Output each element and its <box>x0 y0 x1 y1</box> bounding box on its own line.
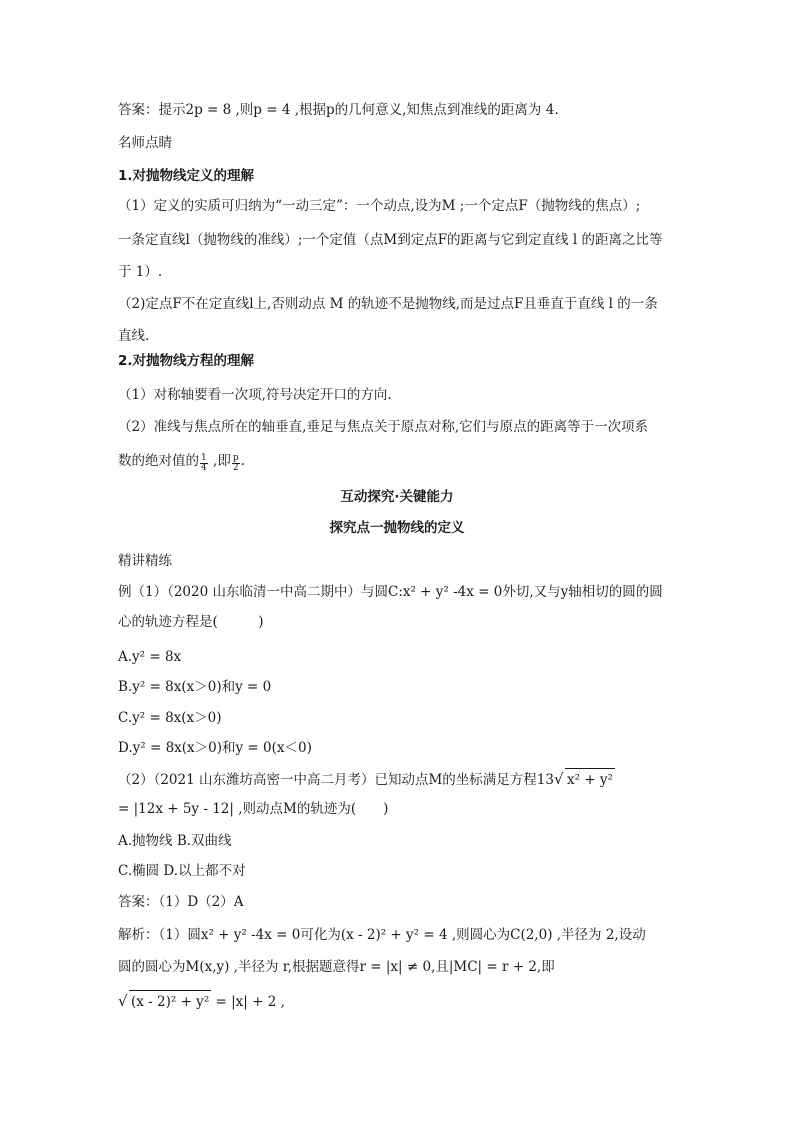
solution-text: 圆的圆心为M(x,y) ,半径为 r,根据题意得r = |x| ≠ 0,且|MC| = r + 2,即 <box>118 959 555 975</box>
section2-title: 2.对抛物线方程的理解 <box>118 353 255 369</box>
option-d: D.y² = 8x(x＞0)和y = 0(x＜0) <box>118 740 312 756</box>
numerator: 1 <box>201 453 207 463</box>
center-subtitle: 探究点一抛物线的定义 <box>329 520 465 536</box>
section1-title: 1.对抛物线定义的理解 <box>118 168 255 184</box>
section1-text: 一条定直线l（抛物线的准线）;一个定值（点M到定点F的距离与它到定直线 l 的距离之比等 <box>118 232 663 248</box>
option-cd: C.椭圆 D.以上都不对 <box>118 863 246 879</box>
sqrt-expression <box>118 990 211 1012</box>
section1-text: （1）定义的实质可归纳为“一动三定”：一个动点,设为M ;一个定点F（抛物线的焦点）; <box>118 198 641 214</box>
denominator: 4 <box>201 463 207 473</box>
radicand: (x - 2)² + y² <box>129 990 211 1012</box>
section2-text <box>118 451 245 473</box>
section2-text: （2）准线与焦点所在的轴垂直,垂足与焦点关于原点对称,它们与原点的距离等于一次项系 <box>118 419 649 435</box>
option-a: A.y² = 8x <box>118 649 182 665</box>
solution-text: 解析：（1）圆x² + y² -4x = 0可化为(x - 2)² + y² = 4 ,则圆心为C(2,0) ,半径为 2,设动 <box>118 927 646 943</box>
denominator: 2 <box>232 463 239 473</box>
solution-text <box>118 990 285 1012</box>
numerator: p <box>232 453 239 463</box>
center-title: 互动探究·关键能力 <box>340 489 454 505</box>
example-text: 例（1）（2020 山东临清一中高二期中）与圆C:x² + y² -4x = 0外切,又与y轴相切的圆的圆 <box>118 584 663 600</box>
answer-line: 答案：（1）D（2）A <box>118 894 244 910</box>
section1-text: 于 1）. <box>118 264 163 280</box>
fraction <box>232 454 240 473</box>
text: ,即 <box>208 453 231 469</box>
text: = |x| + 2 , <box>211 994 285 1010</box>
option-c: C.y² = 8x(x＞0) <box>118 710 222 726</box>
example-text: 心的轨迹方程是( ) <box>118 614 264 630</box>
radicand: x² + y² <box>565 768 615 790</box>
option-b: B.y² = 8x(x＞0)和y = 0 <box>118 679 272 695</box>
fraction <box>200 454 208 473</box>
text: （2）（2021 山东潍坊高密一中高二月考）已知动点M的坐标满足方程13 <box>118 772 554 788</box>
example2-text: = |12x + 5y - 12| ,则动点M的轨迹为( ) <box>118 801 389 817</box>
jingjiang-heading: 精讲精练 <box>118 553 172 569</box>
text: 数的绝对值的 <box>118 453 199 469</box>
answer-line: 答案：提示2p = 8 ,则p = 4 ,根据p的几何意义,知焦点到准线的距离为 4. <box>118 102 559 118</box>
example2-text <box>118 768 615 790</box>
text: . <box>240 453 245 469</box>
section1-text: 直线. <box>118 328 150 344</box>
section1-text: （2)定点F不在定直线l上,否则动点 M 的轨迹不是抛物线,而是过点F且垂直于直线 l 的一条 <box>118 296 658 312</box>
option-ab: A.抛物线 B.双曲线 <box>118 833 232 849</box>
section2-text: （1）对称轴要看一次项,符号决定开口的方向. <box>118 387 392 403</box>
sqrt-expression <box>554 768 615 790</box>
radical-sign: √ <box>118 992 128 1010</box>
radical-sign: √ <box>554 770 564 788</box>
tips-heading: 名师点睛 <box>118 135 172 151</box>
